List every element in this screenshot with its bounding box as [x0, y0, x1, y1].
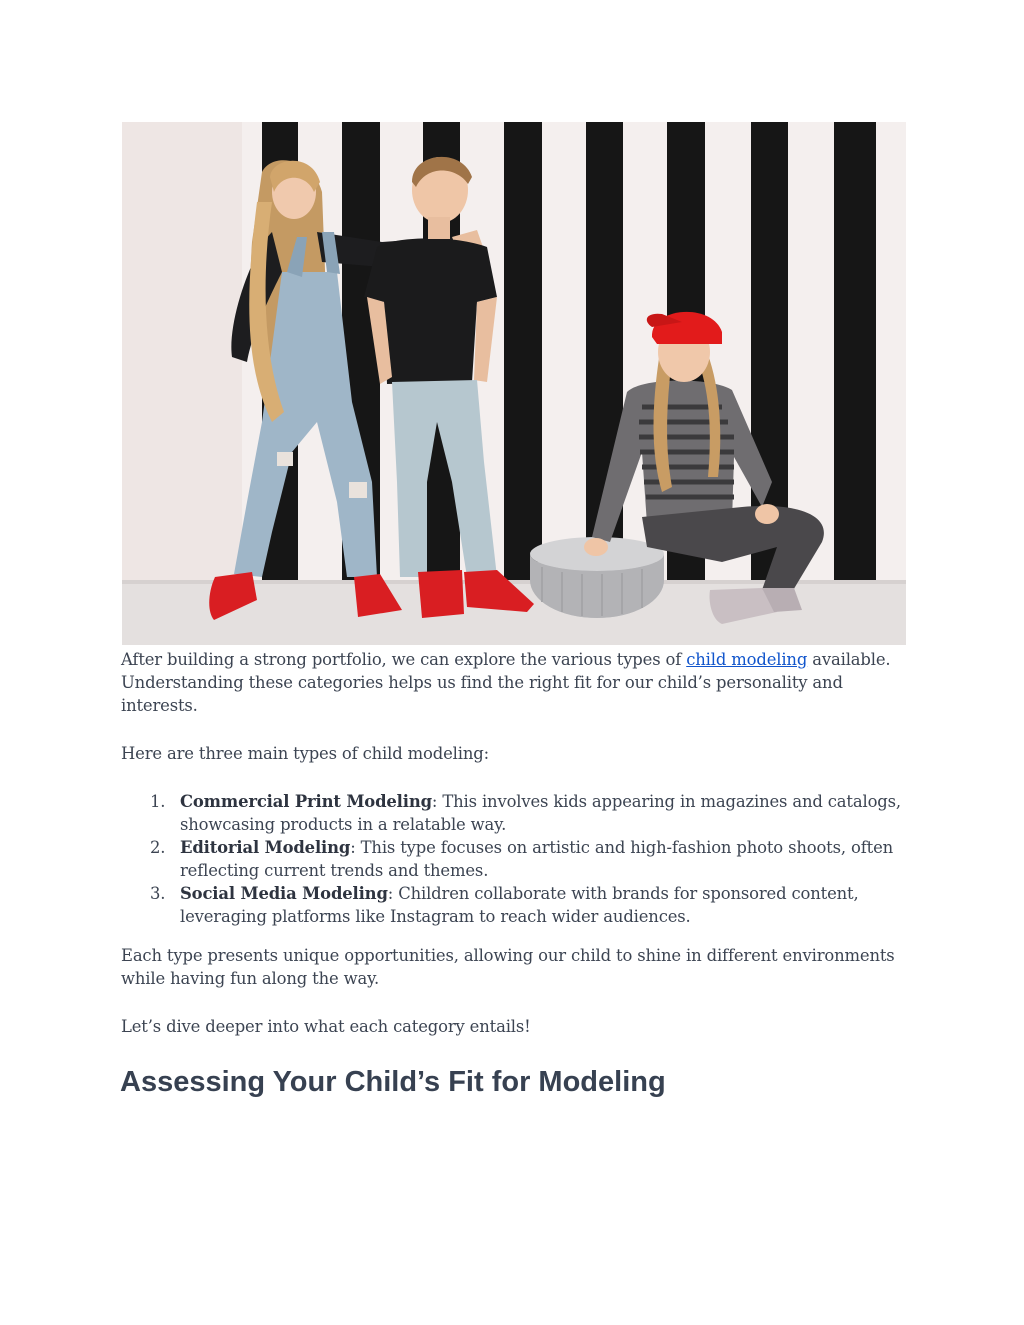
list-number: 3.	[150, 884, 166, 903]
list-item-title: Commercial Print Modeling	[180, 792, 432, 811]
closing-paragraph: Let’s dive deeper into what each category entails!	[121, 1017, 531, 1036]
list-number: 1.	[150, 792, 166, 811]
list-item	[121, 882, 911, 928]
list-item-title: Editorial Modeling	[180, 838, 351, 857]
intro-text-before: After building a strong portfolio, we can explore the various types of	[121, 650, 687, 669]
section-heading: Assessing Your Child’s Fit for Modeling	[120, 1066, 666, 1098]
summary-paragraph: Each type presents unique opportunities, allowing our child to shine in different environments while having fun along the way.	[121, 946, 895, 988]
list-item	[121, 836, 911, 882]
intro-paragraph	[121, 648, 911, 717]
modeling-types-list	[121, 790, 911, 928]
list-item-description: : Children collaborate with brands for sponsored content, leveraging platforms like Instagram to reach wider audiences.	[180, 884, 859, 926]
article-body	[121, 648, 911, 1100]
list-number: 2.	[150, 838, 166, 857]
lead-paragraph: Here are three main types of child modeling:	[121, 744, 489, 763]
intro-text-after: available. Understanding these categories helps us find the right fit for our child’s personality and interests.	[121, 650, 891, 715]
list-item-description: : This involves kids appearing in magazines and catalogs, showcasing products in a relatable way.	[180, 792, 901, 834]
children-models-photo	[122, 122, 906, 645]
list-item-title: Social Media Modeling	[180, 884, 388, 903]
child-modeling-link[interactable]: child modeling	[686, 650, 808, 669]
list-item	[121, 790, 911, 836]
list-item-description: : This type focuses on artistic and high-fashion photo shoots, often reflecting current trends and themes.	[180, 838, 894, 880]
